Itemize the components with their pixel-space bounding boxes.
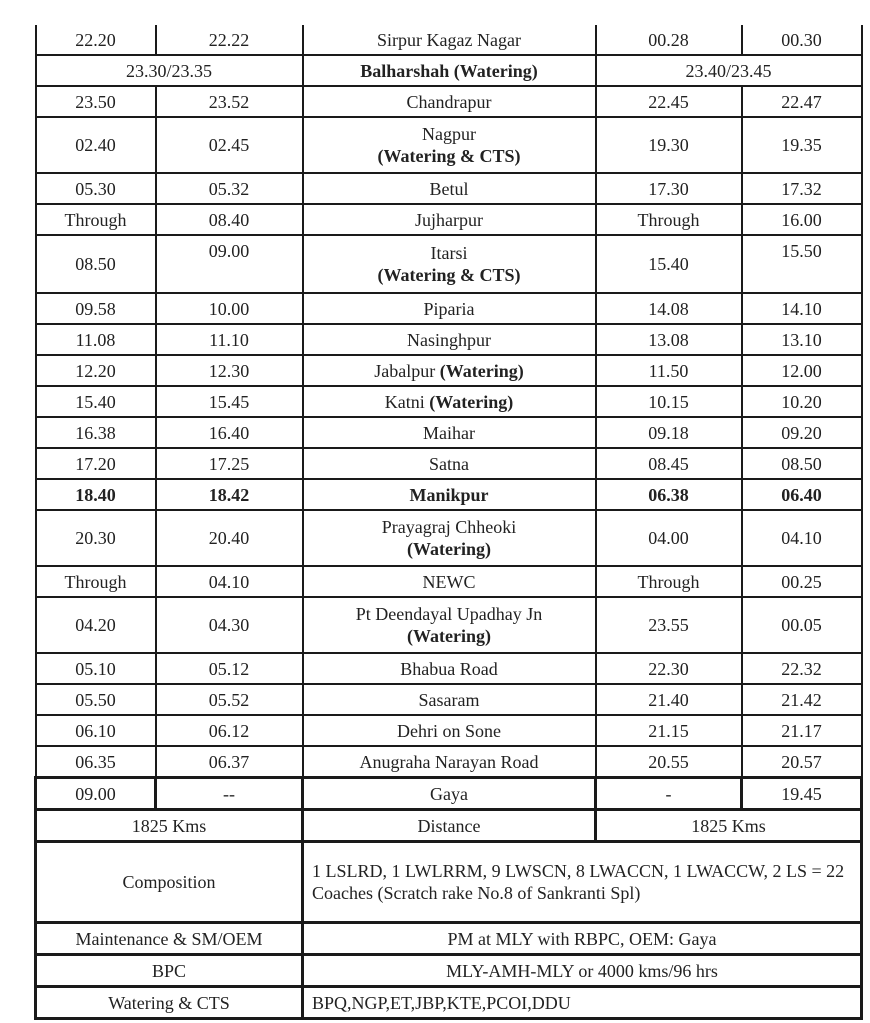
cell-time: 05.10: [36, 653, 156, 684]
bpc-row: [36, 955, 862, 987]
cell-time: 13.08: [596, 324, 742, 355]
cell-time: 17.25: [156, 448, 303, 479]
table-row: [36, 386, 862, 417]
cell-time: 00.05: [742, 597, 862, 653]
cell-station: [303, 386, 596, 417]
cell-time: 15.40: [36, 386, 156, 417]
cell-time: 21.42: [742, 684, 862, 715]
cell-station: [303, 355, 596, 386]
cell-time: 00.28: [596, 25, 742, 55]
cell-time: 04.20: [36, 597, 156, 653]
table-row: [36, 597, 862, 653]
cell-station: Piparia: [303, 293, 596, 324]
cell-time: 08.50: [742, 448, 862, 479]
cell-time: 06.35: [36, 746, 156, 778]
cell-time: 12.30: [156, 355, 303, 386]
cell-time: 05.30: [36, 173, 156, 204]
cell-time: --: [156, 778, 303, 810]
table-row: [36, 204, 862, 235]
table-row: [36, 684, 862, 715]
cell-time: 22.47: [742, 86, 862, 117]
cell-time: 20.30: [36, 510, 156, 566]
cell-station: Nasinghpur: [303, 324, 596, 355]
station-note: (Watering): [429, 391, 514, 412]
cell-time: 17.32: [742, 173, 862, 204]
cell-time: 12.00: [742, 355, 862, 386]
station-note: (Watering): [407, 626, 491, 646]
station-note: (Watering & CTS): [377, 265, 521, 285]
table-row: [36, 653, 862, 684]
cell-time: 17.30: [596, 173, 742, 204]
timetable: [34, 25, 863, 1020]
maintenance-row: [36, 923, 862, 955]
cell-time: 11.08: [36, 324, 156, 355]
distance-row: [36, 810, 862, 842]
cell-time: 05.32: [156, 173, 303, 204]
table-row: [36, 479, 862, 510]
cell-time: 19.30: [596, 117, 742, 173]
cell-station: Balharshah (Watering): [303, 55, 596, 86]
cell-time: 22.30: [596, 653, 742, 684]
table-row: [36, 86, 862, 117]
cell-station: Sirpur Kagaz Nagar: [303, 25, 596, 55]
table-row: [36, 746, 862, 778]
cell-time: 06.38: [596, 479, 742, 510]
cell-time: 18.40: [36, 479, 156, 510]
cell-time: 14.08: [596, 293, 742, 324]
cell-time: 04.30: [156, 597, 303, 653]
cell-time: Through: [596, 204, 742, 235]
cell-time: 21.40: [596, 684, 742, 715]
cell-time: 08.40: [156, 204, 303, 235]
cell-station: Betul: [303, 173, 596, 204]
cell-time: 09.58: [36, 293, 156, 324]
cell-time: 23.52: [156, 86, 303, 117]
cell-time: Through: [36, 204, 156, 235]
maintenance-label: Maintenance & SM/OEM: [36, 923, 303, 955]
cell-time: 15.40: [596, 235, 742, 293]
cell-time: 09.18: [596, 417, 742, 448]
cell-time: 09.20: [742, 417, 862, 448]
cell-station: Sasaram: [303, 684, 596, 715]
watering-label: Watering & CTS: [36, 987, 303, 1019]
table-row: [36, 293, 862, 324]
cell-time: 15.45: [156, 386, 303, 417]
cell-time: 20.40: [156, 510, 303, 566]
cell-station: Satna: [303, 448, 596, 479]
table-row: [36, 566, 862, 597]
station-name: Pt Deendayal Upadhay Jn: [355, 604, 543, 624]
cell-station: Gaya: [303, 778, 596, 810]
cell-time: 10.20: [742, 386, 862, 417]
cell-time: 06.37: [156, 746, 303, 778]
cell-time: 09.00: [156, 235, 303, 293]
table-row: [36, 235, 862, 293]
cell-time: 20.55: [596, 746, 742, 778]
table-row: [36, 324, 862, 355]
cell-time: 04.00: [596, 510, 742, 566]
cell-time: 06.10: [36, 715, 156, 746]
cell-time: 11.10: [156, 324, 303, 355]
table-row: [36, 355, 862, 386]
cell-time: 17.20: [36, 448, 156, 479]
cell-station: [303, 597, 596, 653]
cell-time: 08.50: [36, 235, 156, 293]
cell-time: 10.00: [156, 293, 303, 324]
cell-time: 13.10: [742, 324, 862, 355]
cell-time: 05.50: [36, 684, 156, 715]
bpc-value: MLY-AMH-MLY or 4000 kms/96 hrs: [303, 955, 862, 987]
cell-time: 02.45: [156, 117, 303, 173]
cell-time: 00.25: [742, 566, 862, 597]
cell-time-merged: 23.30/23.35: [36, 55, 303, 86]
cell-station: Chandrapur: [303, 86, 596, 117]
table-row: [36, 778, 862, 810]
cell-station: [303, 510, 596, 566]
cell-time: 02.40: [36, 117, 156, 173]
cell-time: 20.57: [742, 746, 862, 778]
maintenance-value: PM at MLY with RBPC, OEM: Gaya: [303, 923, 862, 955]
cell-time: 22.20: [36, 25, 156, 55]
composition-value: 1 LSLRD, 1 LWLRRM, 9 LWSCN, 8 LWACCN, 1 LWACCW, 2 LS = 22 Coaches (Scratch rake No.8 of Sankranti Spl): [303, 842, 862, 923]
station-name: Katni: [384, 391, 425, 412]
cell-station: Jujharpur: [303, 204, 596, 235]
station-name: Prayagraj Chheoki: [381, 517, 517, 537]
cell-station: [303, 235, 596, 293]
watering-row: [36, 987, 862, 1019]
cell-time: 11.50: [596, 355, 742, 386]
table-row: [36, 510, 862, 566]
cell-time: 22.45: [596, 86, 742, 117]
cell-time: 09.00: [36, 778, 156, 810]
station-name: Itarsi: [430, 243, 468, 263]
cell-station: [303, 117, 596, 173]
station-note: (Watering): [439, 360, 524, 381]
cell-time: 05.12: [156, 653, 303, 684]
distance-right: 1825 Kms: [596, 810, 862, 842]
station-note: (Watering): [407, 539, 491, 559]
cell-time: 23.55: [596, 597, 742, 653]
station-note: (Watering & CTS): [377, 146, 521, 166]
cell-time: 00.30: [742, 25, 862, 55]
cell-time: 16.00: [742, 204, 862, 235]
station-name: Jabalpur: [374, 360, 436, 381]
cell-time: 06.12: [156, 715, 303, 746]
cell-time: 08.45: [596, 448, 742, 479]
cell-time: 22.32: [742, 653, 862, 684]
cell-time: 06.40: [742, 479, 862, 510]
cell-time: 04.10: [156, 566, 303, 597]
station-name: Nagpur: [422, 124, 476, 144]
composition-row: [36, 842, 862, 923]
cell-time-merged: 23.40/23.45: [596, 55, 862, 86]
bpc-label: BPC: [36, 955, 303, 987]
table-row: [36, 117, 862, 173]
cell-time: 22.22: [156, 25, 303, 55]
cell-time: 12.20: [36, 355, 156, 386]
table-row: [36, 715, 862, 746]
cell-time: 15.50: [742, 235, 862, 293]
distance-label: Distance: [303, 810, 596, 842]
table-row: [36, 417, 862, 448]
composition-label: Composition: [36, 842, 303, 923]
cell-time: -: [596, 778, 742, 810]
cell-time: 16.40: [156, 417, 303, 448]
cell-time: 21.17: [742, 715, 862, 746]
cell-time: Through: [36, 566, 156, 597]
table-row: [36, 55, 862, 86]
cell-time: 18.42: [156, 479, 303, 510]
table-row: [36, 25, 862, 55]
cell-station: Anugraha Narayan Road: [303, 746, 596, 778]
table-row: [36, 173, 862, 204]
cell-time: 05.52: [156, 684, 303, 715]
cell-time: 21.15: [596, 715, 742, 746]
table-row: [36, 448, 862, 479]
distance-left: 1825 Kms: [36, 810, 303, 842]
cell-time: 23.50: [36, 86, 156, 117]
cell-time: Through: [596, 566, 742, 597]
cell-station: Maihar: [303, 417, 596, 448]
cell-time: 14.10: [742, 293, 862, 324]
cell-time: 10.15: [596, 386, 742, 417]
cell-time: 19.35: [742, 117, 862, 173]
cell-station: Bhabua Road: [303, 653, 596, 684]
cell-time: 16.38: [36, 417, 156, 448]
cell-time: 19.45: [742, 778, 862, 810]
cell-station: NEWC: [303, 566, 596, 597]
cell-time: 04.10: [742, 510, 862, 566]
watering-value: BPQ,NGP,ET,JBP,KTE,PCOI,DDU: [303, 987, 862, 1019]
cell-station: Dehri on Sone: [303, 715, 596, 746]
cell-station: Manikpur: [303, 479, 596, 510]
